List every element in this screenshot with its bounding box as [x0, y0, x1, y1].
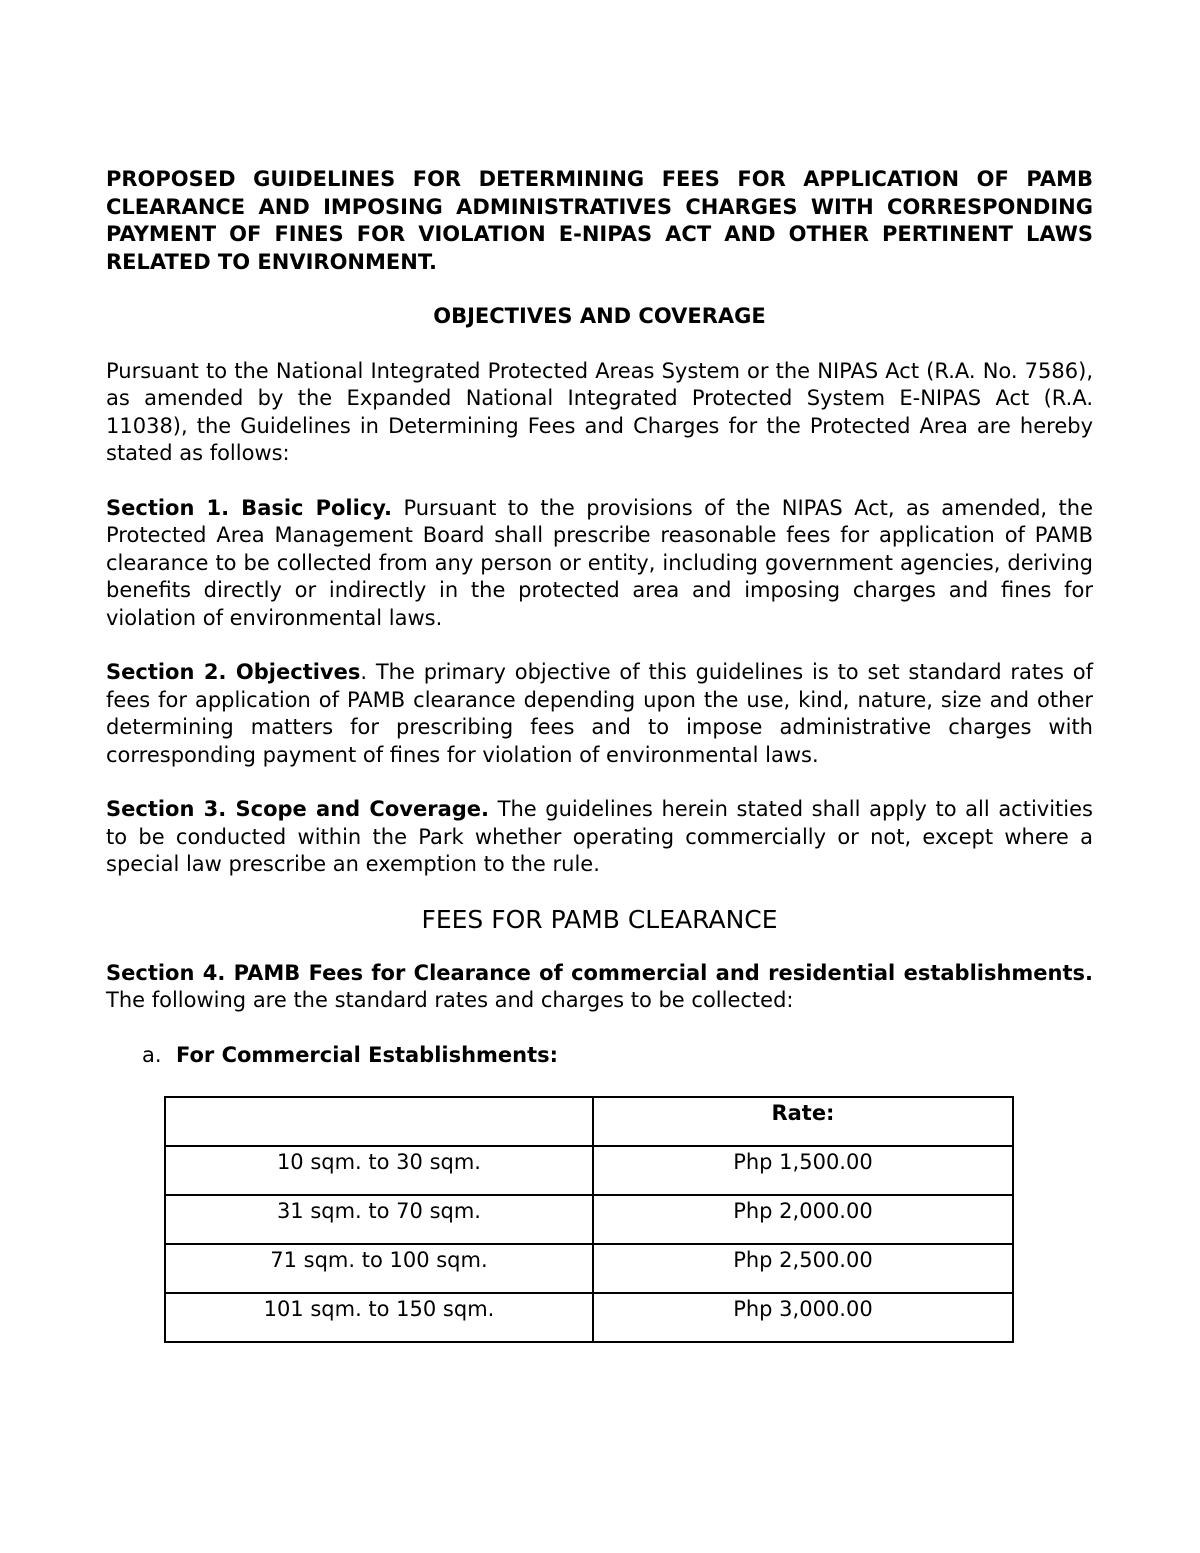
document-page — [106, 166, 1093, 1343]
table-row — [165, 1244, 1013, 1293]
table-cell-rate: Php 2,000.00 — [593, 1195, 1013, 1244]
table-cell-size: 31 sqm. to 70 sqm. — [165, 1195, 593, 1244]
section-3-text: The guidelines herein stated shall apply to all activities to be conducted within the Park whether operating commercially or not, except where a special law prescribe an exemption to the rule. — [106, 797, 1093, 876]
section-4-heading: Section 4. PAMB Fees for Clearance of commercial and residential establishments. — [106, 960, 1093, 985]
table-cell-rate: Php 2,500.00 — [593, 1244, 1013, 1293]
table-header-cell: Rate: — [593, 1097, 1013, 1146]
section-3-heading: Section 3. Scope and Coverage. — [106, 797, 489, 821]
list-item-label: For Commercial Establishments: — [176, 1042, 559, 1067]
table-cell-rate: Php 3,000.00 — [593, 1293, 1013, 1342]
section-2-text: . The primary objective of this guidelines is to set standard rates of fees for application of PAMB clearance depending upon the use, kind, nature, size and other determining matters for prescribing fees and to impose administrative charges with corresponding payment of fines for violation of environmental laws. — [106, 660, 1093, 767]
table-cell-rate: Php 1,500.00 — [593, 1146, 1013, 1195]
table-cell-size: 71 sqm. to 100 sqm. — [165, 1244, 593, 1293]
section-4-text: The following are the standard rates and charges to be collected: — [106, 988, 794, 1012]
table-cell-size: 10 sqm. to 30 sqm. — [165, 1146, 593, 1195]
intro-paragraph: Pursuant to the National Integrated Protected Areas System or the NIPAS Act (R.A. No. 7586), as amended by the Expanded National Integrated Protected System E-NIPAS Act (R.A. 11038), the Guidelines in Determining Fees and Charges for the Protected Area are hereby stated as follows: — [106, 358, 1093, 465]
table-header-cell — [165, 1097, 593, 1146]
section-2-paragraph — [106, 659, 1093, 769]
section-3-paragraph — [106, 796, 1093, 879]
table-header-row — [165, 1097, 1013, 1146]
table-cell-size: 101 sqm. to 150 sqm. — [165, 1293, 593, 1342]
rate-table — [164, 1096, 1014, 1343]
section-1-heading: Section 1. Basic Policy. — [106, 495, 392, 520]
table-row — [165, 1293, 1013, 1342]
section-4-paragraph — [106, 960, 1093, 1015]
document-title: PROPOSED GUIDELINES FOR DETERMINING FEES FOR APPLICATION OF PAMB CLEARANCE AND IMPOSING ADMINISTRATIVES CHARGES WITH CORRESPONDING PAYMENT OF FINES FOR VIOLATION E-NIPAS ACT AND OTHER PERTINENT LAWS RELATED TO ENVIRONMENT. — [106, 167, 1093, 274]
section-1-text: Pursuant to the provisions of the NIPAS Act, as amended, the Protected Area Management Board shall prescribe reasonable fees for application of PAMB clearance to be collected from any person or entity, including government agencies, deriving benefits directly or indirectly in the protected area and imposing charges and fines for violation of environmental laws. — [106, 495, 1093, 630]
table-row — [165, 1146, 1013, 1195]
fees-heading: FEES FOR PAMB CLEARANCE — [421, 904, 778, 934]
list-marker: a. — [142, 1042, 162, 1067]
section-2-heading: Section 2. Objectives — [106, 660, 361, 684]
section-1-paragraph — [106, 495, 1093, 633]
list-item-commercial — [142, 1042, 1093, 1070]
objectives-heading: OBJECTIVES AND COVERAGE — [433, 304, 766, 328]
table-row — [165, 1195, 1013, 1244]
